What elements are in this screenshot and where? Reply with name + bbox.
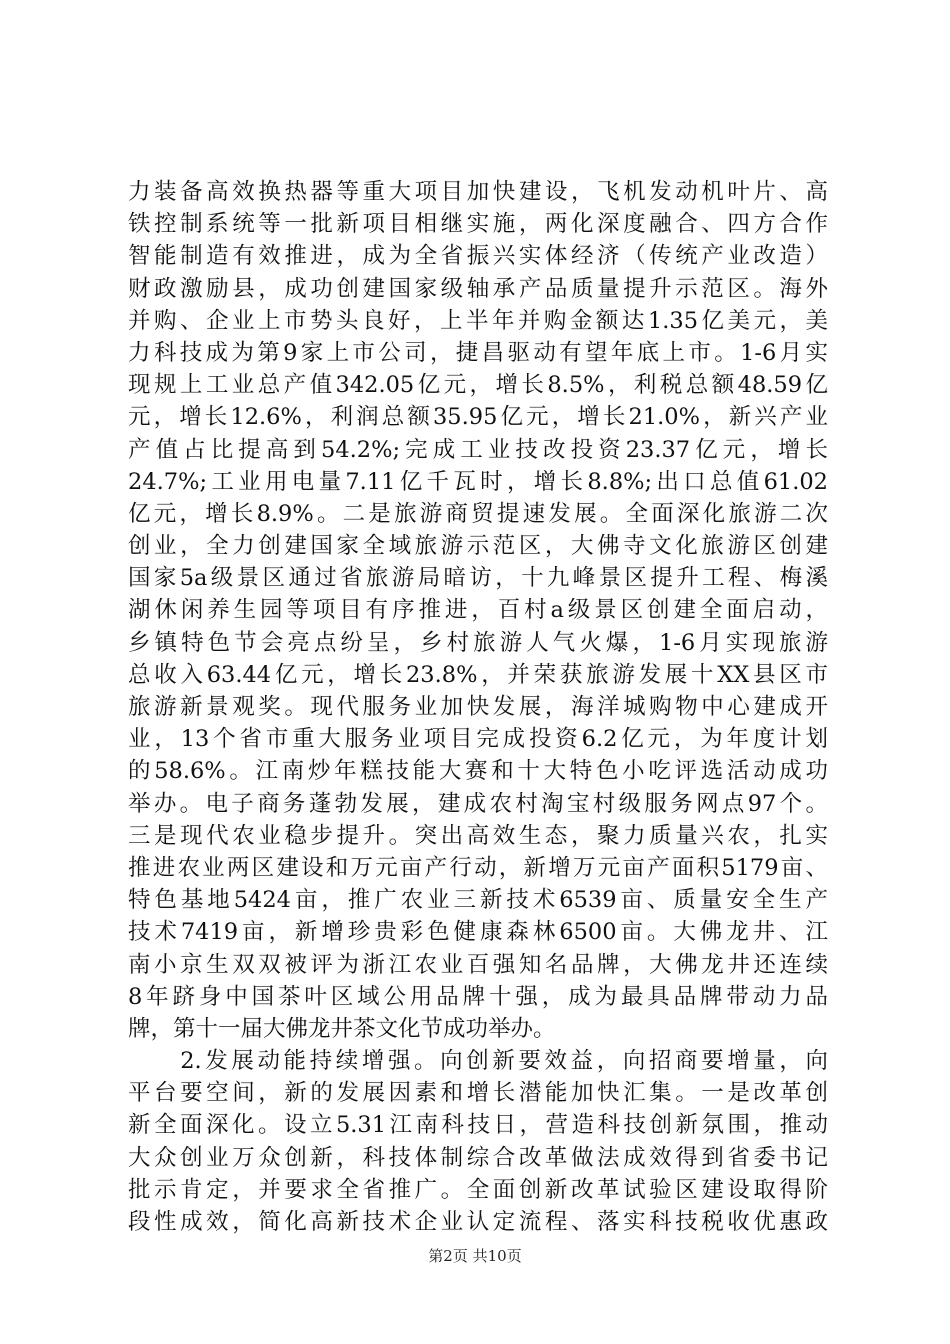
text-line: 段性成效，简化高新技术企业认定流程、落实科技税收优惠政 [128, 1209, 828, 1235]
text-line: 铁控制系统等一批新项目相继实施，两化深度融合、四方合作 [128, 211, 828, 238]
text-line: 亿元，增长8.9%。二是旅游商贸提速发展。全面深化旅游二次 [128, 500, 828, 527]
text-line: 乡镇特色节会亮点纷呈，乡村旅游人气火爆，1-6月实现旅游 [128, 629, 828, 656]
text-line: 力装备高效换热器等重大项目加快建设，飞机发动机叶片、高 [128, 179, 828, 205]
text-line: 旅游新景观奖。现代服务业加快发展，海洋城购物中心建成开 [128, 694, 828, 720]
text-line: 8年跻身中国茶叶区域公用品牌十强，成为最具品牌带动力品 [128, 983, 828, 1010]
text-line: 现规上工业总产值342.05亿元，增长8.5%，利税总额48.59亿 [128, 372, 828, 399]
text-line: 大众创业万众创新，科技体制综合改革做法成效得到省委书记 [128, 1144, 828, 1171]
text-line: 湖休闲养生园等项目有序推进，百村a级景区创建全面启动， [128, 597, 828, 624]
text-line: 南小京生双双被评为浙江农业百强知名品牌，大佛龙井还连续 [128, 951, 828, 978]
text-line: 牌，第十一届大佛龙井茶文化节成功举办。 [128, 1015, 556, 1042]
text-line: 元，增长12.6%，利润总额35.95亿元，增长21.0%，新兴产业 [128, 404, 828, 431]
text-line: 三是现代农业稳步提升。突出高效生态，聚力质量兴农，扎实 [128, 822, 828, 849]
text-line: 总收入63.44亿元，增长23.8%，并荣获旅游发展十XX县区市 [128, 661, 828, 688]
text-line: 产值占比提高到54.2%;完成工业技改投资23.37亿元，增长 [128, 436, 828, 463]
text-line: 新全面深化。设立5.31江南科技日，营造科技创新氛围，推动 [128, 1112, 828, 1139]
text-line: 24.7%;工业用电量7.11亿千瓦时，增长8.8%;出口总值61.02 [128, 468, 828, 495]
text-line: 的58.6%。江南炒年糕技能大赛和十大特色小吃评选活动成功 [128, 758, 828, 785]
text-line: 平台要空间，新的发展因素和增长潜能加快汇集。一是改革创 [128, 1080, 828, 1107]
page-footer: 第2页 共10页 [428, 1247, 522, 1265]
text-line: 创业，全力创建国家全域旅游示范区，大佛寺文化旅游区创建 [128, 533, 828, 560]
text-line: 2.发展动能持续增强。向创新要效益，向招商要增量，向 [128, 1048, 828, 1075]
text-line: 批示肯定，并要求全省推广。全面创新改革试验区建设取得阶 [128, 1176, 828, 1203]
text-line: 力科技成为第9家上市公司，捷昌驱动有望年底上市。1-6月实 [128, 339, 828, 366]
text-line: 推进农业两区建设和万元亩产行动，新增万元亩产面积5179亩、 [128, 854, 828, 881]
text-line: 举办。电子商务蓬勃发展，建成农村淘宝村级服务网点97个。 [128, 790, 828, 817]
paragraph-2 [128, 1045, 828, 1238]
text-line: 并购、企业上市势头良好，上半年并购金额达1.35亿美元，美 [128, 307, 828, 334]
paragraph-1 [128, 176, 828, 1045]
text-line: 业，13个省市重大服务业项目完成投资6.2亿元，为年度计划 [128, 726, 828, 753]
text-line: 技术7419亩，新增珍贵彩色健康森林6500亩。大佛龙井、江 [128, 919, 828, 946]
text-line: 国家5a级景区通过省旅游局暗访，十九峰景区提升工程、梅溪 [128, 565, 828, 592]
text-line: 财政激励县，成功创建国家级轴承产品质量提升示范区。海外 [128, 275, 828, 302]
text-line: 特色基地5424亩，推广农业三新技术6539亩、质量安全生产 [128, 887, 828, 914]
body-text [128, 176, 828, 1238]
text-line: 智能制造有效推进，成为全省振兴实体经济（传统产业改造） [128, 243, 828, 270]
